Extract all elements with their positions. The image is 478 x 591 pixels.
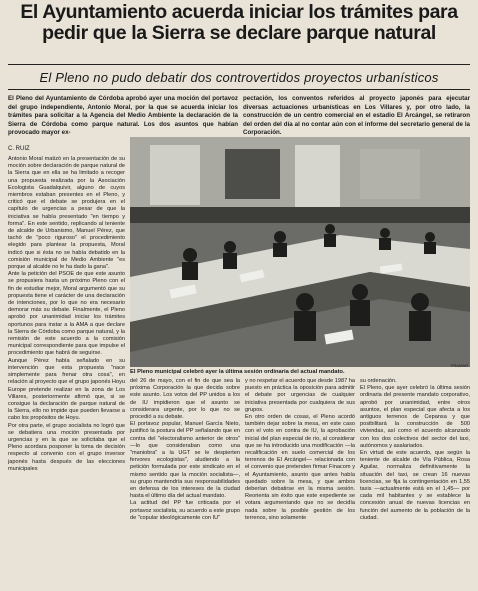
article-column-2: del 26 de mayo, con el fin de que sea la próxima Corporación la que decida sobre este asunto. Los votos del PP unidos a los de IU impidieron que el asunto se considerara urgente, por lo que no se procedió a su debate. El portavoz popular, Manuel García Nieto, justificó la postura del PP señalando que en contra del "electoralismo anterior de otros" —lo que consideraban como una "maniobra" a la UGT se le despierten fervores ecologistas", aludiendo a la petición formulada por este sindicato en el mismo sentido que la moción socialista—, su grupo mantendría sus responsabilidades en defensa de los intereses de la ciudad hasta el último día del actual mandato. La actitud del PP fue criticada por el portavoz socialista, su acuerdo a este grupo de "copular ideológicamente con IU" (130, 378, 240, 521)
lead-paragraph-right: pectación, los conventos referidos al proyecto japonés para ejecutar diversas actuaciones urbanísticas en Los Villares y, por otro lado, la construcción de un centro comercial en el estadio El Arcángel, se retiraron del orden del día al no contar aún con el informe del secretario general de la Corporación. (243, 95, 470, 137)
photo-pleno-session (130, 137, 470, 367)
headline: El Ayuntamiento acuerda iniciar los trámites para pedir que la Sierra se declare parque natural (20, 1, 458, 44)
subhead-rule-top (8, 64, 470, 65)
lead-paragraph-left: El Pleno del Ayuntamiento de Córdoba aprobó ayer una moción del portavoz del grupo independiente, Antonio Moral, por la que se acuerda iniciar los trámites para solicitar a la Agencia del Medio Ambiente la declaración de la Sierra de Córdoba como parque natural. Los dos asuntos que habían provocado mayor ex- (8, 95, 238, 137)
article-column-4: su ordenación. El Pleno, que ayer celebró la última sesión ordinaria del presente mandato corporativo, aprobó por unanimidad, entre otros asuntos, el plan especial que afecta a los antiguos terrenos de Cepansa y que posibilitará la construcción de 500 viviendas, así como el acuerdo alcanzado con los dos colectivos del sector del taxi, autónomos y asalariados. En virtud de este acuerdo, que según la teniente de alcalde de Vía Pública, Rosa Aguilar, normaliza definitivamente la situación del taxi, se crean 16 nuevas licencias, se fija la contingentación en 1,55 taxis —actualmente está en el 1,45— por cada mil habitantes y se establece la concesión anual de nuevas licencias en función del aumento de la población de la ciudad. (360, 378, 470, 521)
photo-caption: El Pleno municipal celebró ayer la última sesión ordinaria del actual mandato. (130, 369, 345, 375)
subheadline: El Pleno no pudo debatir dos controvertidos proyectos urbanísticos (39, 70, 439, 85)
photo-illustration (130, 137, 470, 367)
article-column-3: y no respetar el acuerdo que desde 1987 ha puesto en práctica la oposición para admitir el debate por urgencias de cualquier iniciativa presentada por cualquiera de sus grupos. En otro orden de cosas, el Pleno acordó también dejar sobre la mesa, en este caso con el voto en contra de IU, la aprobación inicial del plan especial de rio, al considerar que se ha introducido una modificación —la recalificación en suelo comercial de los terrenos de El Arcángel— relacionada con el convenio que pretenden firmar Finacom y el Ayuntamiento, asunto que antes había quedado sobre la mesa, y que ambos deberían debatirse en la misma sesión. Reorienta sin éxito que este expediente se votara argumentando que no se decidía nada sobre la posible gestión de los terrenos, sino solamente (245, 378, 355, 521)
photo-credit: PRAMAR (450, 363, 468, 367)
subhead-rule-bottom (8, 89, 470, 90)
byline: C. RUIZ (8, 146, 30, 152)
article-column-1: Antonio Moral matizó en la presentación de su moción sobre declaración de parque natural de la Sierra que en ella se ha limitado a recoger una propuesta realizada por la Asociación Ecologista Guadalquivir, alguno de cuyos miembros estaban presentes en el Pleno, y criticó que el debate se produjera en el capítulo de urgencias a pesar de que la iniciativa se había presentado "en tiempo y forma". En este sentido, replicando al teniente de alcalde de Urbanismo, Manuel Pérez, que tachó de "poco riguroso" el procedimiento elegido para plantear la propuesta, Moral indicó que si ésta no se había debatido en la comisión municipal de Medio Ambiente "es porque al alcalde no le ha dado la gana". Ante la petición del PSOE de que este asunto se propusiera hasta un próximo Pleno con el fin de estudiar mejor, Moral argumentó que su propuesta tiene el carácter de una declaración de intenciones, por lo que no era necesario demorar más su debate. Finalmente, el Pleno aprobó por unanimidad iniciar los trámites oportunos para instar a la AMA a que declare la Sierra de Córdoba como parque natural, y la remisión de este acuerdo a la comisión municipal correspondiente para que impulse el procedimiento que habrá de seguirse. Aunque Pérez había señalado en su intervención que esta propuesta "nace simplemente para frenar otra cosa", en relación al proyecto que el grupo japonés Hoyu Europe pretende realizar en la zona de Los Villares, posteriormente afirmó que, si se consigue la declaración de parque natural de la Sierra, ello no impide que pueden llevarse a cabo los propósitos de Hoyu. Por otra parte, el grupo socialista no logró que se debatiera una moción presentada por urgencias y en la que se solicitaba que el Pleno acordara posponer la toma de decisión respecto al convenio con el grupo inversor japonés hasta después de las elecciones municipales (8, 156, 125, 472)
